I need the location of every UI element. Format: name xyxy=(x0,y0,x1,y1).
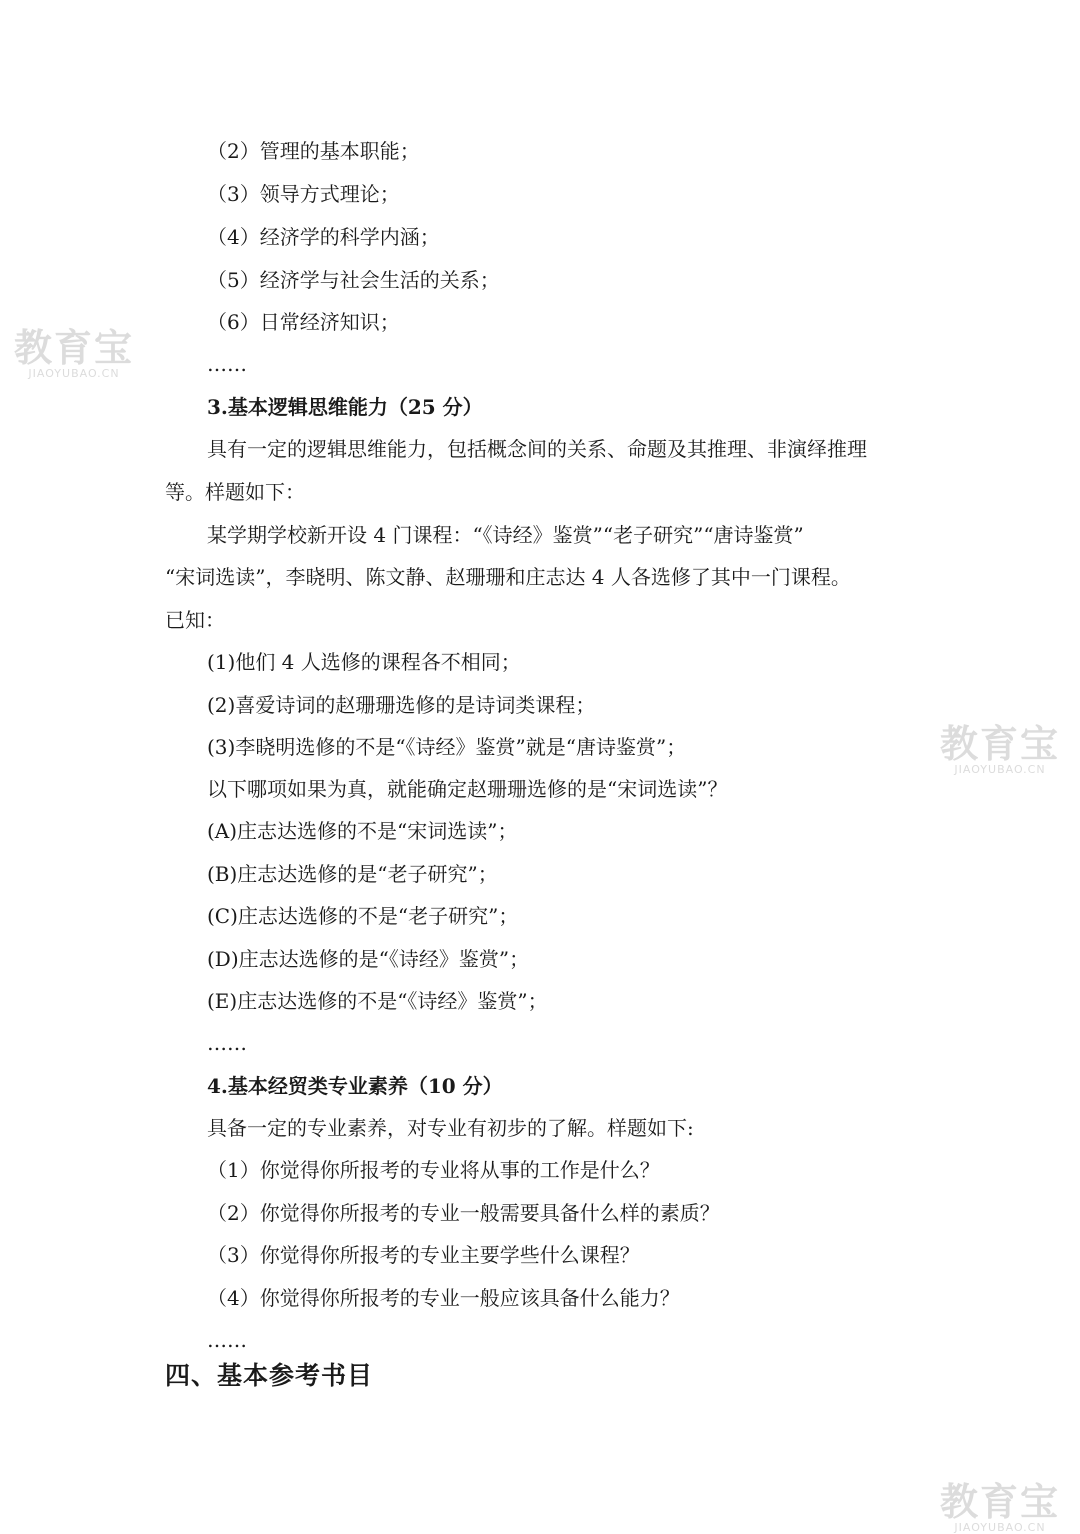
watermark-logo-right-bottom: 教育宝 JIAOYUBAO.CN xyxy=(940,1480,1061,1534)
section-heading: 3.基本逻辑思维能力（25 分） xyxy=(207,395,483,419)
option-item: (A)庄志达选修的不是“宋词选读”； xyxy=(207,819,518,843)
question-item: （4）你觉得你所报考的专业一般应该具备什么能力？ xyxy=(207,1286,680,1310)
condition-item: (3)李晓明选修的不是“《诗经》鉴赏”就是“唐诗鉴赏”； xyxy=(207,735,687,759)
watermark-logo-right-mid: 教育宝 JIAOYUBAO.CN xyxy=(940,722,1061,776)
paragraph-line: 具有一定的逻辑思维能力，包括概念间的关系、命题及其推理、非演绎推理 xyxy=(207,437,867,461)
watermark-logo-left: 教育宝 JIAOYUBAO.CN xyxy=(14,326,135,380)
list-item: （2）管理的基本职能； xyxy=(207,139,420,163)
question-item: （2）你觉得你所报考的专业一般需要具备什么样的素质？ xyxy=(207,1201,720,1225)
chapter-heading: 四、基本参考书目 xyxy=(165,1361,374,1390)
paragraph-line: 某学期学校新开设 4 门课程：“《诗经》鉴赏”“老子研究”“唐诗鉴赏” xyxy=(207,523,804,547)
question-item: （1）你觉得你所报考的专业将从事的工作是什么？ xyxy=(207,1158,660,1182)
option-item: (E)庄志达选修的不是“《诗经》鉴赏”； xyxy=(207,989,548,1013)
option-item: (D)庄志达选修的是“《诗经》鉴赏”； xyxy=(207,947,530,971)
option-item: (C)庄志达选修的不是“老子研究”； xyxy=(207,904,519,928)
paragraph-line: “宋词选读”，李晓明、陈文静、赵珊珊和庄志达 4 人各选修了其中一门课程。 xyxy=(165,565,851,589)
paragraph-line: 具备一定的专业素养，对专业有初步的了解。样题如下: xyxy=(207,1116,694,1140)
list-item: （5）经济学与社会生活的关系； xyxy=(207,268,500,292)
ellipsis: …… xyxy=(207,1031,247,1055)
list-item: （6）日常经济知识； xyxy=(207,310,400,334)
option-item: (B)庄志达选修的是“老子研究”； xyxy=(207,862,498,886)
condition-item: (1)他们 4 人选修的课程各不相同； xyxy=(207,650,521,674)
paragraph-line: 等。样题如下： xyxy=(165,480,305,504)
question-text: 以下哪项如果为真，就能确定赵珊珊选修的是“宋词选读”？ xyxy=(207,777,728,801)
ellipsis: …… xyxy=(207,1328,247,1352)
list-item: （4）经济学的科学内涵； xyxy=(207,225,440,249)
paragraph-line: 已知： xyxy=(165,608,225,632)
list-item: （3）领导方式理论； xyxy=(207,182,400,206)
section-heading: 4.基本经贸类专业素养（10 分） xyxy=(207,1074,503,1098)
ellipsis: …… xyxy=(207,352,247,376)
question-item: （3）你觉得你所报考的专业主要学些什么课程？ xyxy=(207,1243,640,1267)
condition-item: (2)喜爱诗词的赵珊珊选修的是诗词类课程； xyxy=(207,693,596,717)
